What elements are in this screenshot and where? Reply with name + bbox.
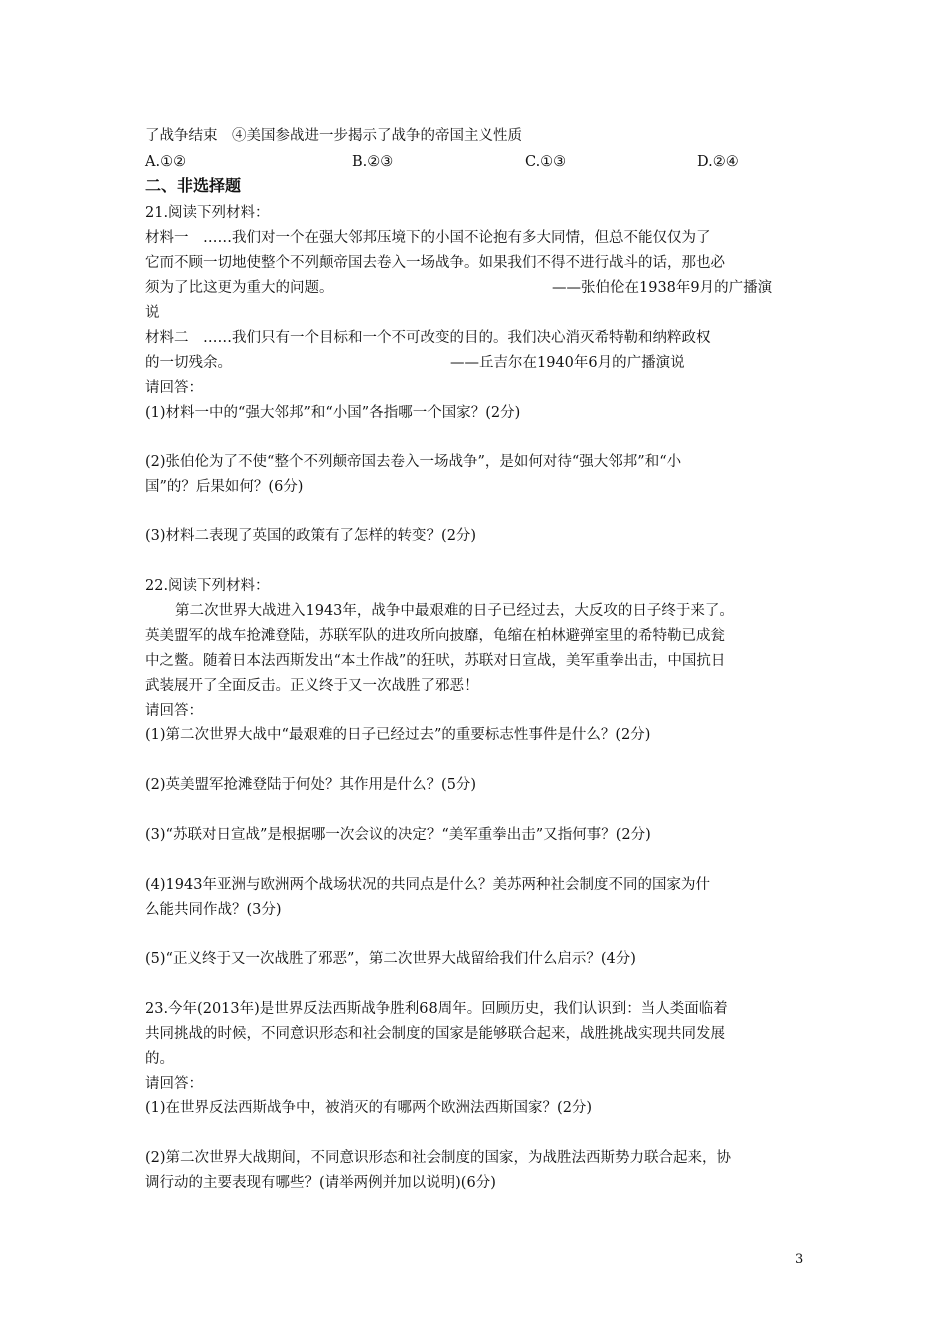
q23-prompt: 请回答： xyxy=(145,1076,203,1092)
page-number: 3 xyxy=(795,1252,804,1267)
q22-sub2: (2)英美盟军抢滩登陆于何处？其作用是什么？(5分) xyxy=(145,777,477,793)
q22-sub1: (1)第二次世界大战中“最艰难的日子已经过去”的重要标志性事件是什么？(2分) xyxy=(145,727,651,743)
q20-option-d: D.②④ xyxy=(697,154,739,170)
q20-option-b: B.②③ xyxy=(352,154,394,170)
q23-line1: 23.今年(2013年)是世界反法西斯战争胜利68周年。回顾历史，我们认识到：当人类面临着 xyxy=(145,1001,728,1017)
q21-material1-line1: 材料一 ……我们对一个在强大邻邦压境下的小国不论抱有多大同情，但总不能仅仅为了 xyxy=(145,230,711,246)
q22-paragraph-line1: 第二次世界大战进入1943年，战争中最艰难的日子已经过去，大反攻的日子终于来了。 xyxy=(175,603,734,619)
q22-intro: 22.阅读下列材料： xyxy=(145,578,270,594)
q23-line3: 的。 xyxy=(145,1051,174,1067)
q23-sub2-line1: (2)第二次世界大战期间，不同意识形态和社会制度的国家，为战胜法西斯势力联合起来，协 xyxy=(145,1150,732,1166)
q21-material1-line2: 它而不顾一切地使整个不列颠帝国去卷入一场战争。如果我们不得不进行战斗的话，那也必 xyxy=(145,255,725,271)
q21-material1-line3: 须为了比这更为重大的问题。 xyxy=(145,280,334,296)
q22-prompt: 请回答： xyxy=(145,703,203,719)
q20-option-c: C.①③ xyxy=(525,154,567,170)
q21-material2-line1: 材料二 ……我们只有一个目标和一个不可改变的目的。我们决心消灭希特勒和纳粹政权 xyxy=(145,330,711,346)
q22-paragraph-line3: 中之鳖。随着日本法西斯发出“本土作战”的狂吠，苏联对日宣战，美军重拳出击，中国抗日 xyxy=(145,653,726,669)
q23-sub1: (1)在世界反法西斯战争中，被消灭的有哪两个欧洲法西斯国家？(2分) xyxy=(145,1100,593,1116)
q22-sub3: (3)“苏联对日宣战”是根据哪一次会议的决定？“美军重拳出击”又指何事？(2分) xyxy=(145,827,651,843)
q21-intro: 21.阅读下列材料： xyxy=(145,205,270,221)
q21-material1-source: ——张伯伦在1938年9月的广播演 xyxy=(552,280,773,296)
q21-sub2-line2: 国”的？后果如何？(6分) xyxy=(145,479,304,495)
q21-material1-source-end: 说 xyxy=(145,305,160,321)
q21-sub2-line1: (2)张伯伦为了不使“整个不列颠帝国去卷入一场战争”，是如何对待“强大邻邦”和“小 xyxy=(145,454,682,470)
q23-sub2-line2: 调行动的主要表现有哪些？(请举两例并加以说明)(6分) xyxy=(145,1175,496,1191)
q21-material2-source: ——丘吉尔在1940年6月的广播演说 xyxy=(450,355,685,371)
q20-tail: 了战争结束 ④美国参战进一步揭示了战争的帝国主义性质 xyxy=(145,128,522,144)
q22-sub4-line2: 么能共同作战？(3分) xyxy=(145,902,282,918)
section-heading: 二、非选择题 xyxy=(145,176,242,195)
q21-prompt: 请回答： xyxy=(145,380,203,396)
q22-sub5: (5)“正义终于又一次战胜了邪恶”，第二次世界大战留给我们什么启示？(4分) xyxy=(145,951,636,967)
q21-material2-line2: 的一切残余。 xyxy=(145,355,232,371)
q21-sub3: (3)材料二表现了英国的政策有了怎样的转变？(2分) xyxy=(145,528,477,544)
q21-sub1: (1)材料一中的“强大邻邦”和“小国”各指哪一个国家？(2分) xyxy=(145,405,521,421)
q20-option-a: A.①② xyxy=(145,154,187,170)
q22-paragraph-line2: 英美盟军的战车抢滩登陆，苏联军队的进攻所向披靡，龟缩在柏林避弹室里的希特勒已成瓮 xyxy=(145,628,725,644)
q22-paragraph-line4: 武装展开了全面反击。正义终于又一次战胜了邪恶！ xyxy=(145,678,479,694)
q22-sub4-line1: (4)1943年亚洲与欧洲两个战场状况的共同点是什么？美苏两种社会制度不同的国家为什 xyxy=(145,877,710,893)
q23-line2: 共同挑战的时候，不同意识形态和社会制度的国家是能够联合起来，战胜挑战实现共同发展 xyxy=(145,1026,725,1042)
